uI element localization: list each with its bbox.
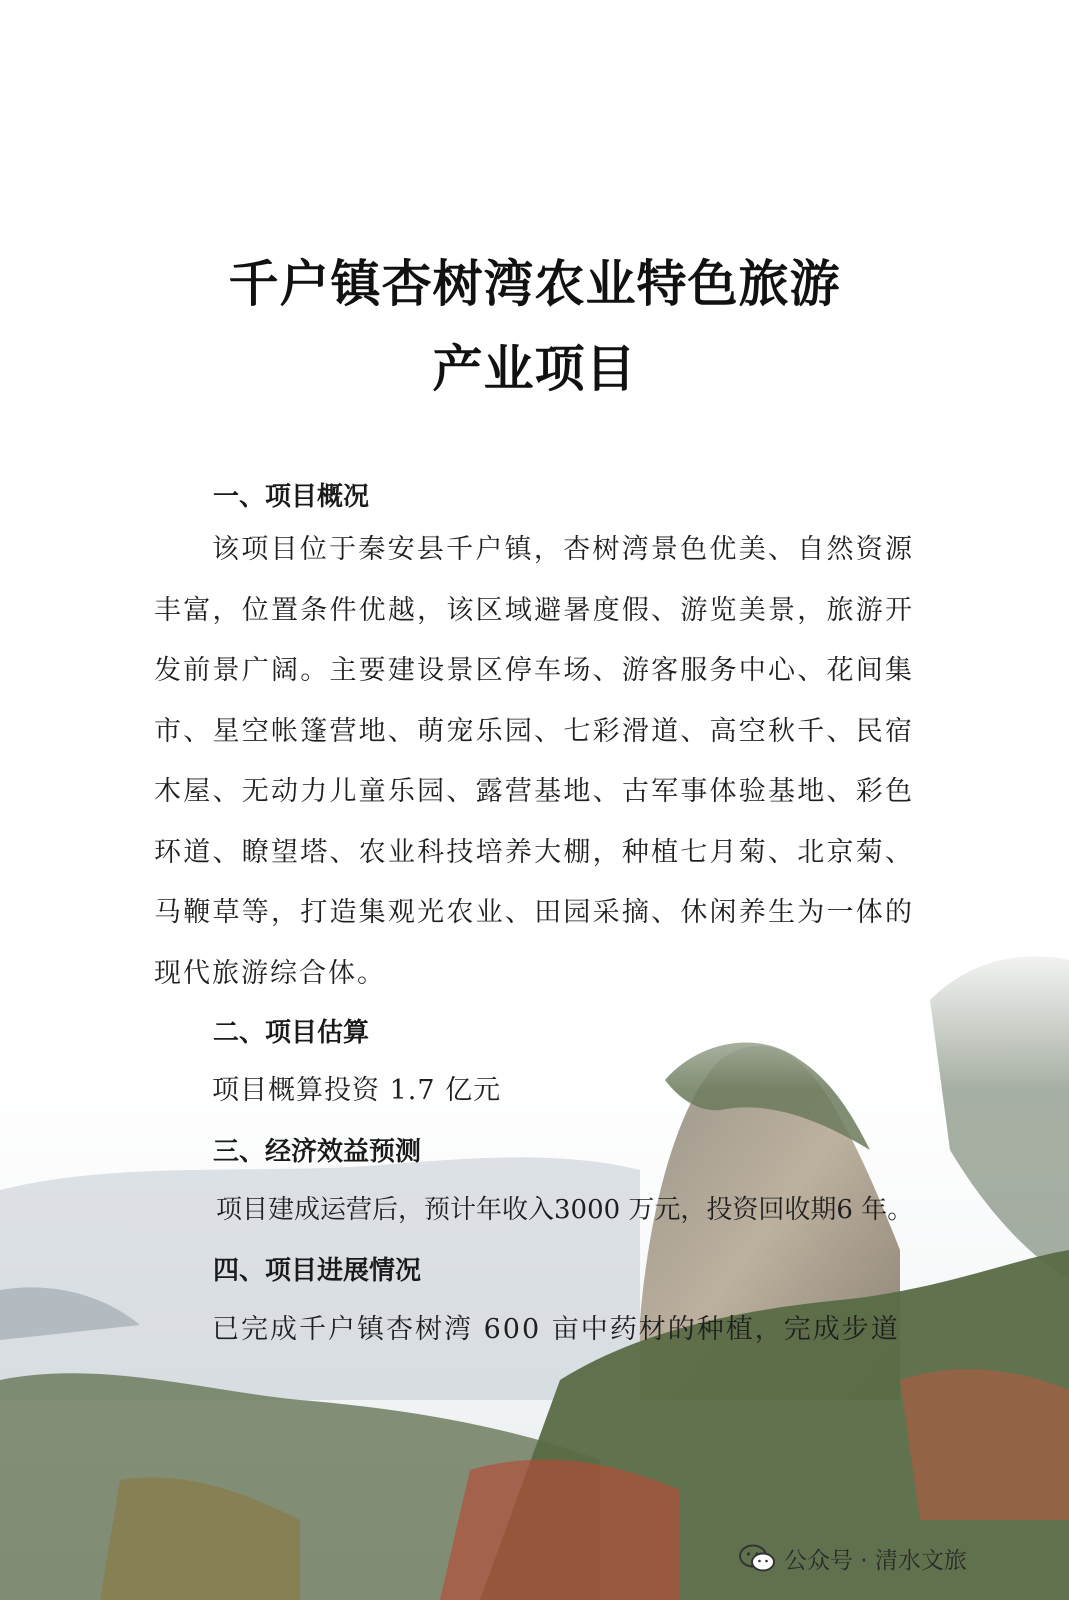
section-heading-progress: 四、项目进展情况 — [213, 1256, 422, 1286]
section-body-benefit: 项目建成运营后，预计年收入3000 万元，投资回收期6 年。 — [216, 1195, 914, 1225]
section-body-progress: 已完成千户镇杏树湾 600 亩中药材的种植，完成步道 — [212, 1314, 900, 1345]
document-title-line-2: 产业项目 — [432, 340, 637, 398]
watermark-text: 公众号 · 清水文旅 — [784, 1547, 967, 1574]
section-heading-overview: 一、项目概况 — [213, 482, 370, 512]
wechat-icon — [738, 1543, 776, 1573]
wechat-watermark — [738, 1541, 967, 1575]
section-body-estimate: 项目概算投资 1.7 亿元 — [212, 1075, 502, 1106]
section-body-overview: 该项目位于秦安县千户镇，杏树湾景色优美、自然资源丰富，位置条件优越，该区域避暑度假、游览美景，旅游开发前景广阔。主要建设景区停车场、游客服务中心、花间集市、星空帐篷营地、萌宠乐园、七彩滑道、高空秋千、民宿木屋、无动力儿童乐园、露营基地、古军事体验基地、彩色环道、瞭望塔、农业科技培养大棚，种植七月菊、北京菊、马鞭草等，打造集观光农业、田园采摘、休闲养生为一体的现代旅游综合体。 — [154, 534, 914, 989]
section-heading-benefit: 三、经济效益预测 — [213, 1137, 422, 1167]
section-heading-estimate: 二、项目估算 — [213, 1018, 370, 1048]
document-title-line-1: 千户镇杏树湾农业特色旅游 — [228, 255, 841, 313]
